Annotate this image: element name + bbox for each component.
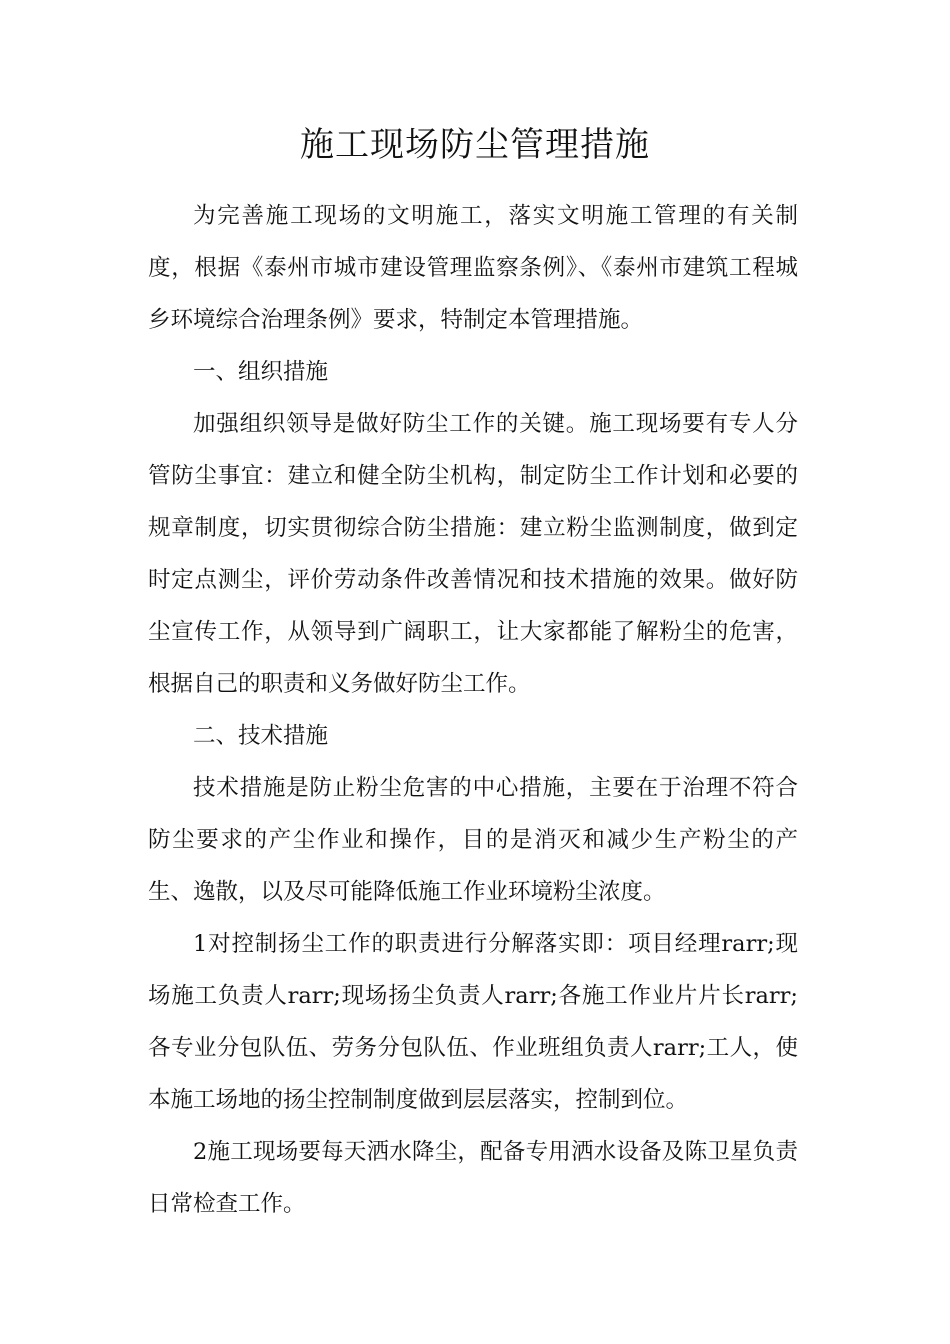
paragraph-technical: 技术措施是防止粉尘危害的中心措施，主要在于治理不符合防尘要求的产尘作业和操作，目的是消灭和减少生产粉尘的产生、逸散，以及尽可能降低施工作业环境粉尘浓度。 bbox=[148, 775, 798, 905]
paragraph-item-2: 2施工现场要每天洒水降尘，配备专用洒水设备及陈卫星负责日常检查工作。 bbox=[148, 1139, 798, 1217]
section-heading-organization: 一、组织措施 bbox=[193, 359, 329, 385]
paragraph-intro: 为完善施工现场的文明施工，落实文明施工管理的有关制度，根据《泰州市城市建设管理监察条例》、《泰州市建筑工程城乡环境综合治理条例》要求，特制定本管理措施。 bbox=[148, 203, 798, 333]
paragraph-organization: 加强组织领导是做好防尘工作的关键。施工现场要有专人分管防尘事宜：建立和健全防尘机构，制定防尘工作计划和必要的规章制度，切实贯彻综合防尘措施：建立粉尘监测制度，做到定时定点测尘，评价劳动条件改善情况和技术措施的效果。做好防尘宣传工作，从领导到广阔职工，让大家都能了解粉尘的危害，根据自己的职责和义务做好防尘工作。 bbox=[148, 411, 798, 697]
document-title: 施工现场防尘管理措施 bbox=[300, 125, 650, 165]
section-heading-technical: 二、技术措施 bbox=[193, 723, 329, 749]
document-body bbox=[148, 190, 798, 1230]
paragraph-item-1: 1对控制扬尘工作的职责进行分解落实即：项目经理rarr;现场施工负责人rarr;现场扬尘负责人rarr;各施工作业片片长rarr;各专业分包队伍、劳务分包队伍、作业班组负责人rarr;工人，使本施工场地的扬尘控制制度做到层层落实，控制到位。 bbox=[148, 931, 798, 1113]
